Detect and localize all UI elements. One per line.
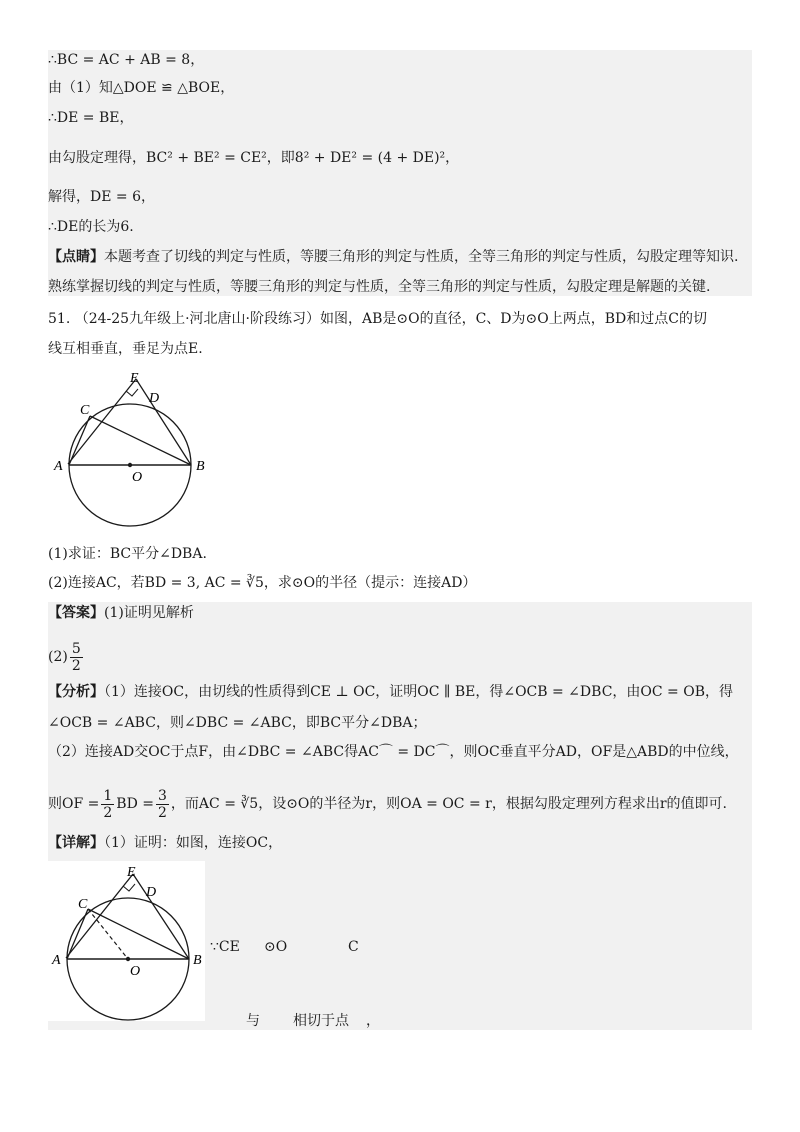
label-b: B: [196, 459, 205, 474]
detail-bottom-3: ，: [366, 1013, 380, 1029]
problem-line-1: 51. （24-25九年级上·河北唐山·阶段练习）如图，AB是⊙O的直径，C、D为⊙O上两点，BD和过点C的切: [48, 311, 707, 327]
label-a: A: [54, 459, 63, 474]
comment-line-2: 熟练掌握切线的判定与性质，等腰三角形的判定与性质，全等三角形的判定与性质，勾股定理是解题的关键.: [48, 279, 711, 295]
solution-line-6: ∴DE的长为6.: [48, 219, 134, 235]
detail-line-1: [48, 833, 282, 853]
comment-label: 【点睛】: [48, 249, 104, 265]
fraction-three-halves: [156, 788, 169, 821]
analysis-4c: ，而AC = ∛5，设⊙O的半径为r，则OA = OC = r，根据勾股定理列方程求出r的值即可.: [170, 796, 727, 812]
analysis-line-2: ∠OCB = ∠ABC，则∠DBC = ∠ABC，即BC平分∠DBA；: [48, 715, 427, 731]
segment-cb-2: [88, 909, 189, 959]
detail-side-1: ∵CE: [210, 939, 240, 955]
answer-fraction-den: 2: [71, 657, 81, 674]
analysis-line-3: （2）连接AD交OC于点F，由∠DBC = ∠ABC得AC⌒ = DC⌒，则OC垂直平分AD，OF是△ABD的中位线，: [48, 744, 739, 760]
circle-figure: [50, 368, 230, 538]
label-e: E: [130, 371, 139, 386]
analysis-line-1: [48, 682, 733, 702]
comment-text-1: 本题考查了切线的判定与性质，等腰三角形的判定与性质，全等三角形的判定与性质，勾股定理等知识.: [104, 249, 739, 265]
comment-line-1: [48, 247, 738, 267]
center-point: [128, 463, 132, 467]
analysis-4a: 则OF =: [48, 796, 100, 812]
answer-2-prefix: (2): [48, 649, 68, 665]
solution-line-5: 解得，DE = 6，: [48, 189, 155, 205]
answer-1: (1)证明见解析: [104, 605, 194, 621]
label-e-2: E: [127, 865, 136, 880]
solution-line-2: 由（1）知△DOE ≌ △BOE，: [48, 80, 235, 96]
label-a-2: A: [52, 953, 61, 968]
analysis-text-1: （1）连接OC，由切线的性质得到CE ⊥ OC，证明OC ∥ BE，得∠OCB = ∠DBC，由OC = OB，得: [104, 684, 733, 700]
detail-text-1: （1）证明：如图，连接OC，: [104, 835, 283, 851]
problem-line-2: 线互相垂直，垂足为点E.: [48, 341, 203, 357]
fraction-three-halves-num: 3: [158, 787, 167, 804]
fraction-one-half-num: 1: [103, 787, 113, 804]
fraction-three-halves-den: 2: [158, 804, 167, 821]
label-d: D: [149, 391, 160, 406]
label-c-2: C: [78, 897, 88, 912]
label-o-2: O: [130, 964, 141, 979]
answer-fraction-num: 5: [71, 640, 81, 657]
solution-line-1: ∴BC = AC + AB = 8，: [48, 52, 205, 68]
label-o: O: [132, 470, 143, 485]
detail-bottom-1: 与: [246, 1013, 260, 1029]
label-b-2: B: [193, 953, 202, 968]
analysis-label: 【分析】: [48, 684, 104, 700]
question-2: (2)连接AC，若BD = 3, AC = ∛5，求⊙O的半径（提示：连接AD）: [48, 575, 477, 591]
label-d-2: D: [146, 885, 157, 900]
fraction-one-half-den: 2: [103, 804, 113, 821]
question-1: (1)求证：BC平分∠DBA.: [48, 546, 207, 562]
circle-figure-2: [48, 861, 208, 1021]
fraction-one-half: [101, 788, 114, 821]
answer-line-1: [48, 603, 194, 623]
answer-label: 【答案】: [48, 605, 104, 621]
analysis-line-4: [48, 786, 727, 822]
label-c: C: [80, 403, 90, 418]
detail-label: 【详解】: [48, 835, 104, 851]
detail-side-2: ⊙O: [264, 939, 288, 955]
answer-fraction: [70, 641, 83, 674]
solution-line-3: ∴DE = BE，: [48, 110, 134, 126]
solution-line-4: 由勾股定理得，BC² + BE² = CE²，即8² + DE² = (4 + DE)²，: [48, 150, 460, 166]
answer-line-2: [48, 640, 85, 674]
detail-side-3: C: [348, 939, 359, 955]
detail-bottom-2: 相切于点: [293, 1013, 349, 1029]
segment-oc-dashed: [88, 909, 128, 959]
segment-be-2: [133, 874, 189, 959]
center-point-2: [126, 957, 130, 961]
analysis-4b: BD =: [116, 796, 154, 812]
